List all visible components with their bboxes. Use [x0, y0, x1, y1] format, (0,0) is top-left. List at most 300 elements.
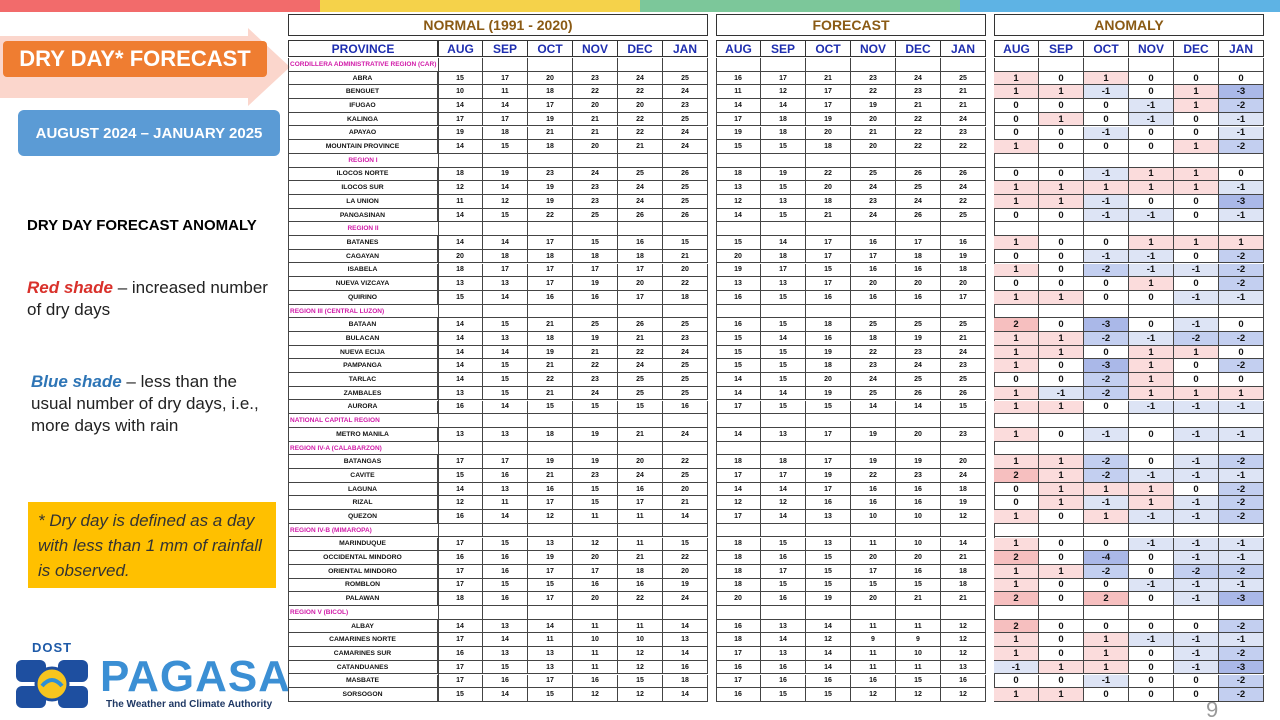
- forecast-cell: 17: [806, 455, 851, 469]
- anomaly-cell: -2: [1219, 647, 1264, 661]
- forecast-cell: 17: [851, 250, 896, 264]
- normal-cell: 14: [663, 647, 708, 661]
- normal-cell: 18: [663, 675, 708, 689]
- forecast-cell: 15: [851, 579, 896, 593]
- normal-cell: 21: [618, 428, 663, 442]
- forecast-cell: 17: [806, 85, 851, 99]
- anomaly-cell: 1: [994, 428, 1039, 442]
- normal-cell: 16: [483, 565, 528, 579]
- forecast-cell: 13: [941, 661, 986, 675]
- empty-cell: [528, 442, 573, 456]
- forecast-cell: 17: [806, 236, 851, 250]
- normal-cell: 24: [663, 140, 708, 154]
- normal-cell: 14: [483, 291, 528, 305]
- anomaly-cell: -1: [1084, 250, 1129, 264]
- forecast-cell: 16: [896, 496, 941, 510]
- normal-cell: 25: [618, 373, 663, 387]
- normal-cell: 18: [438, 168, 483, 182]
- normal-cell: 14: [483, 510, 528, 524]
- forecast-cell: 19: [806, 346, 851, 360]
- empty-cell: [438, 414, 483, 428]
- forecast-cell: 15: [716, 346, 761, 360]
- empty-cell: [573, 524, 618, 538]
- anomaly-cell: 1: [1129, 181, 1174, 195]
- normal-cell: 18: [528, 85, 573, 99]
- normal-cell: 19: [573, 332, 618, 346]
- normal-cell: 16: [573, 579, 618, 593]
- anomaly-cell: 1: [1129, 373, 1174, 387]
- forecast-cell: 14: [941, 538, 986, 552]
- empty-cell: [528, 58, 573, 72]
- normal-cell: 14: [483, 181, 528, 195]
- normal-cell: 14: [483, 688, 528, 702]
- anomaly-cell: 1: [1084, 647, 1129, 661]
- normal-cell: 16: [528, 291, 573, 305]
- empty-cell: [761, 606, 806, 620]
- group-header: FORECAST: [716, 14, 986, 36]
- normal-cell: 10: [573, 633, 618, 647]
- normal-cell: 15: [483, 373, 528, 387]
- empty-cell: [483, 606, 528, 620]
- forecast-cell: 14: [806, 647, 851, 661]
- normal-cell: 24: [573, 168, 618, 182]
- anomaly-cell: 1: [994, 455, 1039, 469]
- normal-cell: 14: [438, 99, 483, 113]
- anomaly-cell: -1: [1219, 127, 1264, 141]
- normal-cell: 21: [528, 359, 573, 373]
- anomaly-cell: 1: [1039, 332, 1084, 346]
- anomaly-cell: -1: [1174, 633, 1219, 647]
- normal-cell: 17: [438, 661, 483, 675]
- province-name: LAGUNA: [288, 483, 438, 497]
- anomaly-cell: 0: [1129, 72, 1174, 86]
- normal-cell: 12: [618, 647, 663, 661]
- normal-cell: 13: [438, 277, 483, 291]
- anomaly-cell: -1: [1174, 510, 1219, 524]
- empty-cell: [1174, 222, 1219, 236]
- normal-cell: 15: [618, 401, 663, 415]
- forecast-cell: 21: [941, 332, 986, 346]
- normal-cell: 15: [483, 318, 528, 332]
- normal-cell: 18: [528, 250, 573, 264]
- forecast-cell: 17: [851, 565, 896, 579]
- anomaly-cell: 0: [1084, 538, 1129, 552]
- anomaly-cell: -2: [1174, 565, 1219, 579]
- anomaly-cell: 0: [1129, 140, 1174, 154]
- forecast-cell: 20: [851, 140, 896, 154]
- normal-cell: 20: [573, 140, 618, 154]
- anomaly-cell: 0: [1174, 113, 1219, 127]
- forecast-cell: 14: [716, 387, 761, 401]
- empty-cell: [806, 524, 851, 538]
- anomaly-cell: 0: [1174, 675, 1219, 689]
- forecast-cell: 15: [761, 373, 806, 387]
- region-row: [288, 442, 1270, 456]
- empty-cell: [941, 524, 986, 538]
- forecast-cell: 22: [896, 113, 941, 127]
- anomaly-cell: -3: [1219, 592, 1264, 606]
- empty-cell: [438, 606, 483, 620]
- forecast-cell: 25: [941, 72, 986, 86]
- normal-cell: 16: [618, 579, 663, 593]
- normal-cell: 16: [663, 661, 708, 675]
- province-name: ABRA: [288, 72, 438, 86]
- anomaly-cell: 1: [1084, 633, 1129, 647]
- forecast-cell: 17: [761, 469, 806, 483]
- forecast-cell: 17: [716, 510, 761, 524]
- anomaly-cell: -1: [1219, 428, 1264, 442]
- anomaly-cell: -2: [1084, 469, 1129, 483]
- anomaly-cell: 1: [1129, 387, 1174, 401]
- forecast-cell: 20: [716, 592, 761, 606]
- anomaly-cell: 0: [1039, 359, 1084, 373]
- anomaly-cell: -1: [1129, 633, 1174, 647]
- anomaly-cell: 0: [1174, 373, 1219, 387]
- province-name: CAMARINES NORTE: [288, 633, 438, 647]
- normal-cell: 22: [618, 127, 663, 141]
- anomaly-cell: 1: [1174, 387, 1219, 401]
- forecast-cell: 19: [716, 127, 761, 141]
- forecast-cell: 19: [761, 168, 806, 182]
- empty-cell: [851, 524, 896, 538]
- forecast-cell: 18: [716, 538, 761, 552]
- forecast-cell: 11: [851, 538, 896, 552]
- normal-cell: 17: [438, 538, 483, 552]
- normal-cell: 21: [528, 318, 573, 332]
- empty-cell: [1039, 442, 1084, 456]
- province-name: IFUGAO: [288, 99, 438, 113]
- anomaly-cell: 2: [994, 620, 1039, 634]
- forecast-cell: 13: [716, 277, 761, 291]
- normal-cell: 17: [483, 264, 528, 278]
- anomaly-cell: 0: [1039, 579, 1084, 593]
- forecast-cell: 25: [851, 387, 896, 401]
- anomaly-cell: -1: [1129, 510, 1174, 524]
- anomaly-cell: 1: [994, 195, 1039, 209]
- anomaly-cell: -2: [1219, 277, 1264, 291]
- empty-cell: [483, 524, 528, 538]
- forecast-cell: 12: [716, 195, 761, 209]
- anomaly-cell: -1: [1174, 264, 1219, 278]
- empty-cell: [573, 58, 618, 72]
- normal-cell: 14: [663, 620, 708, 634]
- table-row: [288, 565, 1270, 579]
- empty-cell: [1174, 524, 1219, 538]
- empty-cell: [1129, 305, 1174, 319]
- province-name: NUEVA ECIJA: [288, 346, 438, 360]
- anomaly-cell: 0: [1129, 592, 1174, 606]
- empty-cell: [896, 222, 941, 236]
- empty-cell: [618, 606, 663, 620]
- normal-cell: 22: [528, 373, 573, 387]
- forecast-cell: 26: [896, 387, 941, 401]
- normal-cell: 15: [573, 236, 618, 250]
- empty-cell: [663, 154, 708, 168]
- forecast-cell: 18: [761, 455, 806, 469]
- pagasa-logo: [12, 640, 302, 715]
- anomaly-cell: 1: [1129, 496, 1174, 510]
- forecast-cell: 25: [941, 209, 986, 223]
- anomaly-cell: 1: [994, 538, 1039, 552]
- forecast-cell: 17: [806, 277, 851, 291]
- anomaly-cell: 1: [1039, 455, 1084, 469]
- table-row: [288, 99, 1270, 113]
- forecast-cell: 13: [761, 277, 806, 291]
- normal-cell: 18: [528, 140, 573, 154]
- region-row: [288, 414, 1270, 428]
- anomaly-cell: -1: [1174, 428, 1219, 442]
- empty-cell: [1174, 606, 1219, 620]
- empty-cell: [994, 154, 1039, 168]
- forecast-cell: 20: [941, 277, 986, 291]
- anomaly-cell: 0: [1084, 346, 1129, 360]
- anomaly-cell: -1: [1174, 551, 1219, 565]
- month-header: NOV: [851, 40, 896, 57]
- anomaly-cell: -3: [1084, 359, 1129, 373]
- forecast-cell: 21: [896, 99, 941, 113]
- normal-cell: 16: [618, 236, 663, 250]
- normal-cell: 11: [528, 633, 573, 647]
- table-row: [288, 538, 1270, 552]
- empty-cell: [716, 524, 761, 538]
- forecast-cell: 17: [716, 469, 761, 483]
- normal-cell: 22: [618, 85, 663, 99]
- forecast-cell: 17: [806, 428, 851, 442]
- anomaly-cell: 1: [1129, 236, 1174, 250]
- anomaly-cell: 0: [1039, 209, 1084, 223]
- anomaly-cell: -3: [1219, 661, 1264, 675]
- normal-cell: 13: [483, 428, 528, 442]
- forecast-cell: 24: [851, 209, 896, 223]
- month-header: JAN: [1219, 40, 1264, 57]
- region-label: NATIONAL CAPITAL REGION: [288, 414, 438, 428]
- forecast-cell: 20: [851, 277, 896, 291]
- month-header: AUG: [994, 40, 1039, 57]
- forecast-cell: 26: [941, 168, 986, 182]
- forecast-cell: 11: [896, 620, 941, 634]
- anomaly-cell: 1: [994, 359, 1039, 373]
- forecast-cell: 15: [761, 359, 806, 373]
- forecast-cell: 9: [896, 633, 941, 647]
- empty-cell: [851, 58, 896, 72]
- forecast-cell: 25: [896, 318, 941, 332]
- empty-cell: [663, 414, 708, 428]
- anomaly-cell: 0: [1174, 250, 1219, 264]
- empty-cell: [663, 442, 708, 456]
- logo-pagasa-text: PAGASA: [100, 652, 291, 701]
- forecast-cell: 15: [896, 579, 941, 593]
- normal-cell: 11: [483, 85, 528, 99]
- anomaly-cell: -1: [1174, 469, 1219, 483]
- empty-cell: [528, 154, 573, 168]
- anomaly-cell: -2: [1219, 510, 1264, 524]
- anomaly-cell: -1: [1129, 113, 1174, 127]
- forecast-cell: 16: [896, 291, 941, 305]
- table-row: [288, 455, 1270, 469]
- forecast-cell: 15: [941, 401, 986, 415]
- anomaly-cell: 1: [1039, 85, 1084, 99]
- normal-cell: 17: [438, 455, 483, 469]
- table-row: [288, 209, 1270, 223]
- forecast-cell: 25: [941, 318, 986, 332]
- normal-cell: 17: [618, 496, 663, 510]
- empty-cell: [1129, 154, 1174, 168]
- normal-cell: 25: [663, 195, 708, 209]
- anomaly-cell: 0: [1039, 510, 1084, 524]
- anomaly-cell: -1: [1174, 455, 1219, 469]
- province-name: OCCIDENTAL MINDORO: [288, 551, 438, 565]
- anomaly-cell: 0: [1219, 373, 1264, 387]
- normal-cell: 14: [438, 346, 483, 360]
- normal-cell: 13: [483, 277, 528, 291]
- month-header: OCT: [806, 40, 851, 57]
- normal-cell: 25: [573, 209, 618, 223]
- empty-cell: [438, 524, 483, 538]
- normal-cell: 18: [618, 250, 663, 264]
- forecast-cell: 25: [851, 168, 896, 182]
- anomaly-cell: -2: [1084, 332, 1129, 346]
- region-label: REGION III (CENTRAL LUZON): [288, 305, 438, 319]
- forecast-cell: 14: [761, 332, 806, 346]
- normal-cell: 21: [528, 387, 573, 401]
- forecast-cell: 24: [896, 195, 941, 209]
- normal-cell: 15: [573, 496, 618, 510]
- empty-cell: [896, 442, 941, 456]
- normal-cell: 20: [663, 565, 708, 579]
- anomaly-cell: 0: [1129, 291, 1174, 305]
- forecast-cell: 14: [806, 620, 851, 634]
- forecast-cell: 18: [761, 250, 806, 264]
- anomaly-cell: 1: [1039, 291, 1084, 305]
- empty-cell: [806, 442, 851, 456]
- forecast-cell: 18: [716, 579, 761, 593]
- anomaly-cell: 0: [1039, 318, 1084, 332]
- normal-cell: 22: [663, 455, 708, 469]
- forecast-cell: 18: [761, 127, 806, 141]
- anomaly-cell: -3: [1219, 85, 1264, 99]
- anomaly-cell: 1: [1039, 483, 1084, 497]
- anomaly-cell: 0: [1174, 483, 1219, 497]
- forecast-cell: 17: [761, 72, 806, 86]
- anomaly-cell: 1: [1084, 510, 1129, 524]
- forecast-period-badge: AUGUST 2024 – JANUARY 2025: [18, 110, 280, 156]
- forecast-cell: 26: [896, 209, 941, 223]
- province-name: METRO MANILA: [288, 428, 438, 442]
- normal-cell: 12: [528, 510, 573, 524]
- anomaly-cell: 0: [1129, 428, 1174, 442]
- normal-cell: 23: [573, 195, 618, 209]
- anomaly-cell: 0: [1084, 140, 1129, 154]
- normal-cell: 20: [663, 264, 708, 278]
- anomaly-cell: 0: [1084, 236, 1129, 250]
- anomaly-cell: 1: [994, 565, 1039, 579]
- forecast-cell: 18: [716, 633, 761, 647]
- normal-cell: 20: [573, 592, 618, 606]
- anomaly-cell: 0: [994, 113, 1039, 127]
- forecast-cell: 17: [896, 236, 941, 250]
- forecast-cell: 15: [761, 318, 806, 332]
- forecast-cell: 17: [941, 291, 986, 305]
- normal-cell: 15: [573, 483, 618, 497]
- anomaly-cell: 1: [1129, 277, 1174, 291]
- table-row: [288, 620, 1270, 634]
- empty-cell: [618, 524, 663, 538]
- empty-cell: [1039, 58, 1084, 72]
- anomaly-cell: -1: [1129, 401, 1174, 415]
- forecast-cell: 13: [761, 620, 806, 634]
- top-color-bar: [0, 0, 1280, 12]
- normal-cell: 23: [528, 168, 573, 182]
- normal-cell: 19: [573, 277, 618, 291]
- forecast-cell: 15: [716, 359, 761, 373]
- legend-red-term: Red shade: [27, 278, 113, 297]
- empty-cell: [1219, 442, 1264, 456]
- empty-cell: [438, 442, 483, 456]
- anomaly-cell: 1: [994, 72, 1039, 86]
- forecast-cell: 17: [761, 565, 806, 579]
- forecast-cell: 23: [896, 469, 941, 483]
- normal-cell: 17: [438, 579, 483, 593]
- empty-cell: [761, 524, 806, 538]
- normal-cell: 14: [438, 373, 483, 387]
- forecast-cell: 22: [941, 140, 986, 154]
- province-name: ROMBLON: [288, 579, 438, 593]
- normal-cell: 11: [573, 647, 618, 661]
- normal-cell: 21: [618, 332, 663, 346]
- anomaly-cell: -1: [1129, 264, 1174, 278]
- forecast-cell: 14: [716, 373, 761, 387]
- normal-cell: 15: [483, 209, 528, 223]
- forecast-cell: 20: [851, 592, 896, 606]
- anomaly-cell: 0: [1174, 209, 1219, 223]
- empty-cell: [994, 606, 1039, 620]
- forecast-cell: 21: [941, 592, 986, 606]
- forecast-cell: 19: [806, 387, 851, 401]
- forecast-cell: 13: [761, 428, 806, 442]
- empty-cell: [573, 154, 618, 168]
- forecast-cell: 23: [941, 428, 986, 442]
- group-header: NORMAL (1991 - 2020): [288, 14, 708, 36]
- forecast-cell: 21: [896, 592, 941, 606]
- page-title: DRY DAY* FORECAST: [3, 41, 267, 77]
- anomaly-cell: -2: [1084, 264, 1129, 278]
- anomaly-cell: 0: [1219, 72, 1264, 86]
- forecast-cell: 12: [806, 633, 851, 647]
- normal-cell: 21: [573, 127, 618, 141]
- table-row: [288, 483, 1270, 497]
- normal-cell: 26: [663, 168, 708, 182]
- forecast-cell: 24: [896, 359, 941, 373]
- anomaly-cell: 1: [994, 401, 1039, 415]
- normal-cell: 15: [573, 401, 618, 415]
- forecast-cell: 25: [851, 318, 896, 332]
- forecast-cell: 20: [851, 551, 896, 565]
- anomaly-cell: -1: [1219, 209, 1264, 223]
- normal-cell: 24: [663, 85, 708, 99]
- empty-cell: [438, 58, 483, 72]
- empty-cell: [1084, 606, 1129, 620]
- province-name: ALBAY: [288, 620, 438, 634]
- anomaly-cell: 1: [994, 264, 1039, 278]
- normal-cell: 14: [483, 346, 528, 360]
- empty-cell: [716, 222, 761, 236]
- normal-cell: 17: [483, 455, 528, 469]
- anomaly-cell: 0: [1039, 647, 1084, 661]
- anomaly-cell: 1: [1174, 236, 1219, 250]
- normal-cell: 24: [618, 181, 663, 195]
- table-row: [288, 373, 1270, 387]
- anomaly-cell: -3: [1084, 318, 1129, 332]
